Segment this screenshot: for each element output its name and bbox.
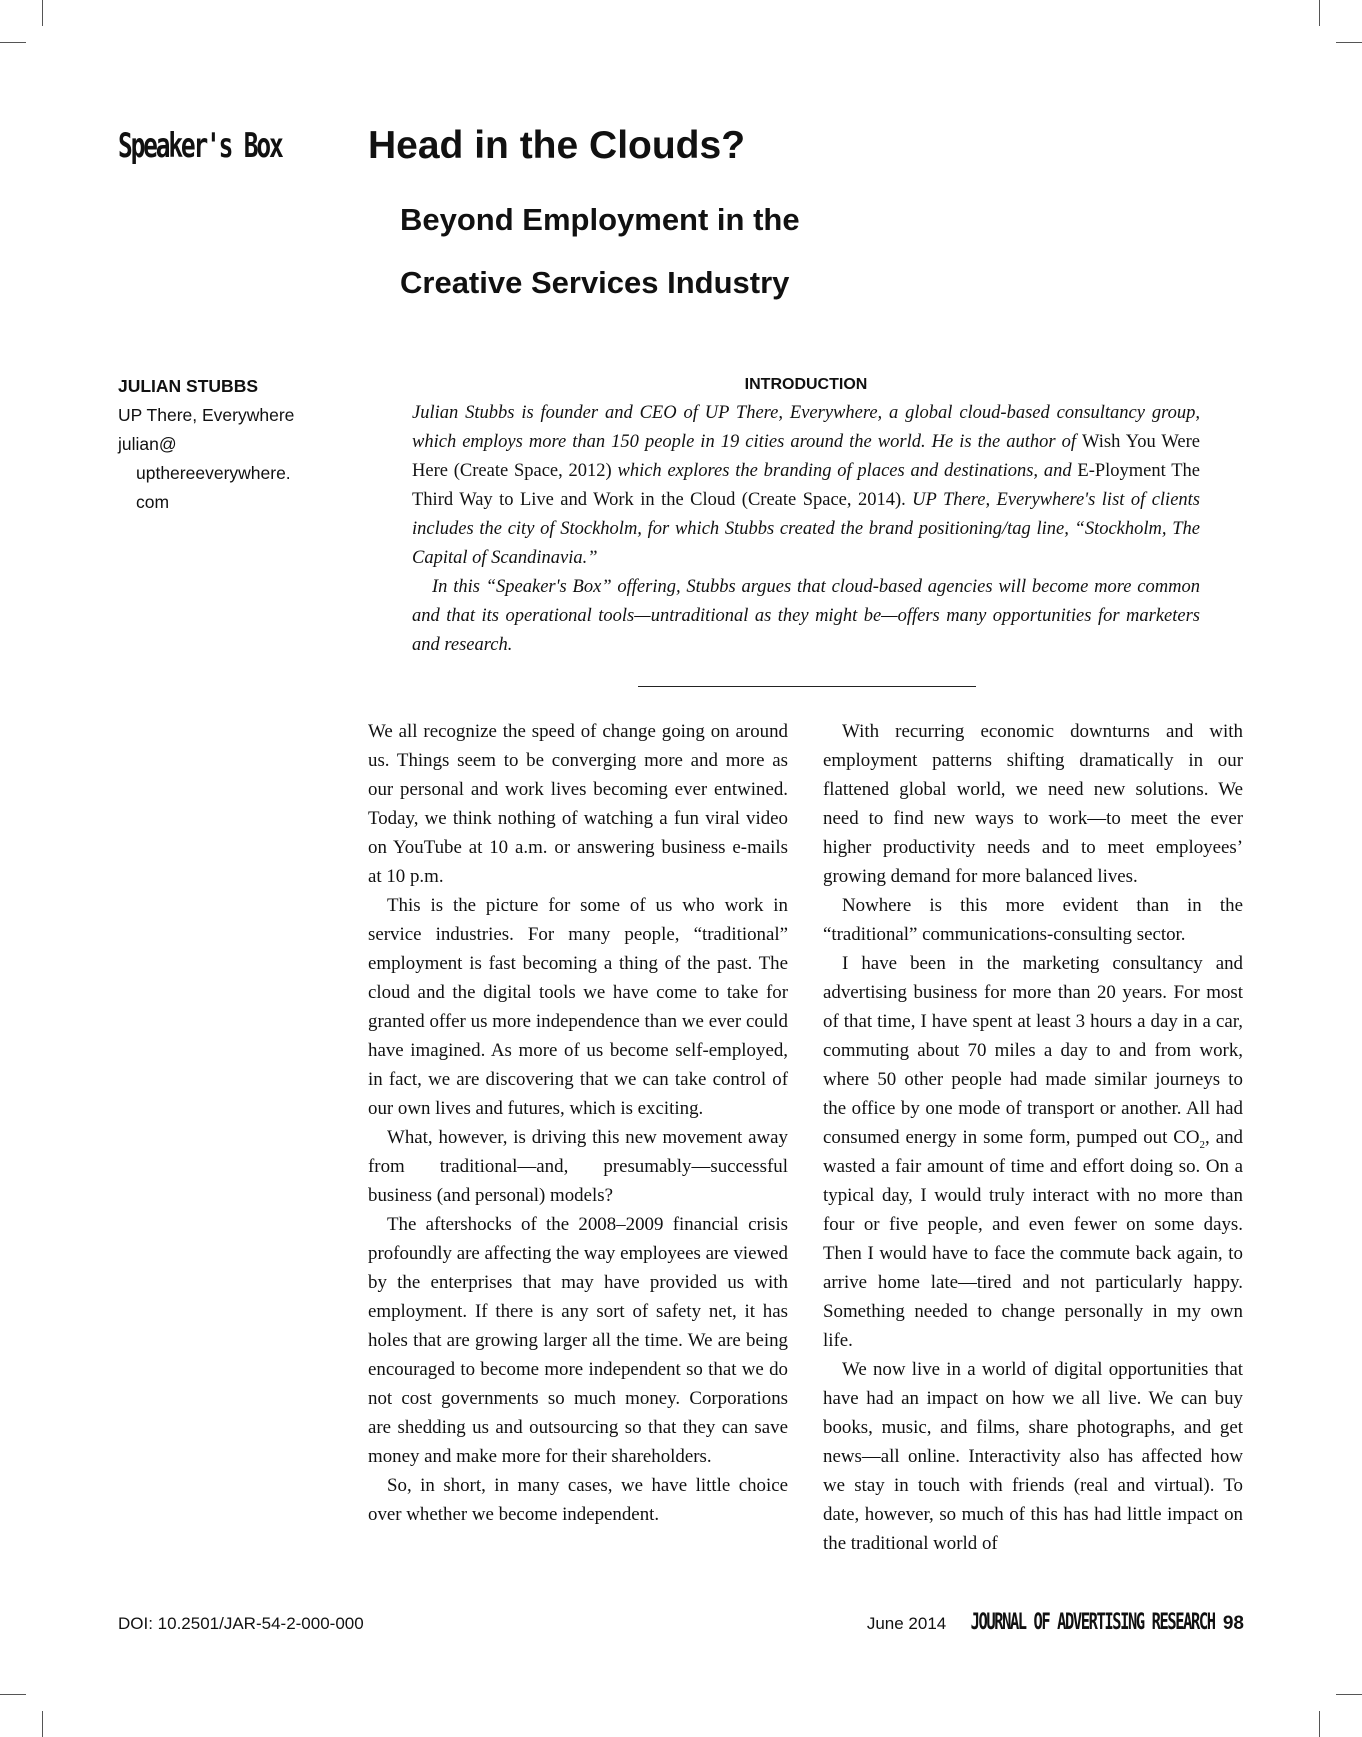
author-name: JULIAN STUBBS [118,376,259,396]
body-paragraph: Nowhere is this more evident than in the “traditional” communications-consulting sector. [823,895,1243,945]
author-block [118,372,308,517]
introduction-paragraph [412,399,1200,573]
introduction-paragraph: In this “Speaker's Box” offering, Stubbs argues that cloud-based agencies will become more common and that its operational tools—untraditional as they might be—offers many opportunities for marketers and research. [412,577,1200,655]
book-title: E-Ployment The Third Way to Live and Work in the Cloud (Create Space, 2014). [412,461,1200,510]
author-email-line: com [136,492,170,512]
body-paragraph: This is the picture for some of us who work in service industries. For many people, “traditional” employment is fast becoming a thing of the past. The cloud and the digital tools we have come to take for granted offer us more independence than we ever could have imagined. As more of us become self-employed, in fact, we are discovering that we can take control of our own lives and futures, which is exciting. [368,895,788,1119]
body-column-right [823,717,1243,1558]
intro-text: Julian Stubbs is founder and CEO of UP There, Everywhere, a global cloud-based consultancy group, which employs more than 150 people in 19 cities around the world. He is the author of [412,403,1200,452]
author-email-line: upthereeverywhere. [136,463,291,483]
journal-name: JOURNAL OF ADVERTISING RESEARCH [970,1610,1215,1635]
body-paragraph [823,949,1243,1355]
body-paragraph: What, however, is driving this new movement away from traditional—and, presumably—successful business (and personal) models? [368,1127,788,1206]
section-divider [638,686,976,687]
body-paragraph: We all recognize the speed of change going on around us. Things seem to be converging more and more as our personal and work lives becoming ever entwined. Today, we think nothing of watching a fun viral video on YouTube at 10 a.m. or answering business e-mails at 10 p.m. [368,721,788,887]
crop-mark [0,42,26,43]
author-affiliation: UP There, Everywhere [118,405,295,425]
intro-text: which explores the branding of places and destinations, and [611,461,1078,481]
author-email[interactable] [118,430,308,517]
body-paragraph: With recurring economic downturns and with employment patterns shifting dramatically in our flattened global world, we need new solutions. We need to find new ways to work—to meet the ever higher productivity needs and to meet employees’ growing demand for more balanced lives. [823,721,1243,887]
introduction-heading: INTRODUCTION [744,376,868,393]
body-paragraph: We now live in a world of digital opportunities that have had an impact on how we all live. We can buy books, music, and films, share photographs, and get news—all online. Interactivity also has affected how we stay in touch with friends (real and virtual). To date, however, so much of this has had little impact on the traditional world of [823,1359,1243,1554]
subtitle-line: Creative Services Industry [400,265,790,300]
crop-mark [1336,42,1362,43]
crop-mark [1319,1711,1320,1737]
issue-date: June 2014 [866,1614,947,1633]
body-paragraph: So, in short, in many cases, we have little choice over whether we become independent. [368,1475,788,1525]
crop-mark [0,1694,26,1695]
section-label: Speaker's Box [118,126,282,166]
subtitle-line: Beyond Employment in the [400,202,800,237]
running-footer [867,1610,1244,1635]
body-column-left [368,717,788,1529]
crop-mark [42,0,43,26]
crop-mark [1336,1694,1362,1695]
article-subtitle [400,188,800,314]
author-email-line: julian@ [118,434,177,454]
crop-mark [1319,0,1320,26]
body-text: , and wasted a fair amount of time and effort doing so. On a typical day, I would truly interact with no more than four or five people, and even fewer on some days. Then I would have to face the commute back again, to arrive home late—tired and not particularly happy. Something needed to change personally in my own life. [823,1127,1243,1351]
crop-mark [42,1711,43,1737]
body-text: I have been in the marketing consultancy and advertising business for more than 20 years. For most of that time, I have spent at least 3 hours a day in a car, commuting about 70 miles a day to and from work, where 50 other people had made similar journeys to the office by one mode of transport or another. All had consumed energy in some form, pumped out CO [823,953,1243,1148]
body-paragraph: The aftershocks of the 2008–2009 financial crisis profoundly are affecting the way employees are viewed by the enterprises that may have provided us with employment. If there is any sort of safety net, it has holes that are growing larger all the time. We are being encouraged to become more independent so that we do not cost governments so much money. Corporations are shedding us and outsourcing so that they can save money and make more for their shareholders. [368,1214,788,1467]
page-number: 98 [1222,1613,1244,1634]
doi[interactable]: DOI: 10.2501/JAR-54-2-000-000 [118,1614,364,1633]
introduction [412,370,1200,660]
book-title: Wish You Were Here (Create Space, 2012) [412,432,1200,481]
subscript: 2 [1199,1138,1206,1151]
article-title: Head in the Clouds? [368,124,746,167]
intro-text: UP There, Everywhere's list of clients includes the city of Stockholm, for which Stubbs created the brand positioning/tag line, “Stockholm, The Capital of Scandinavia.” [412,490,1200,568]
